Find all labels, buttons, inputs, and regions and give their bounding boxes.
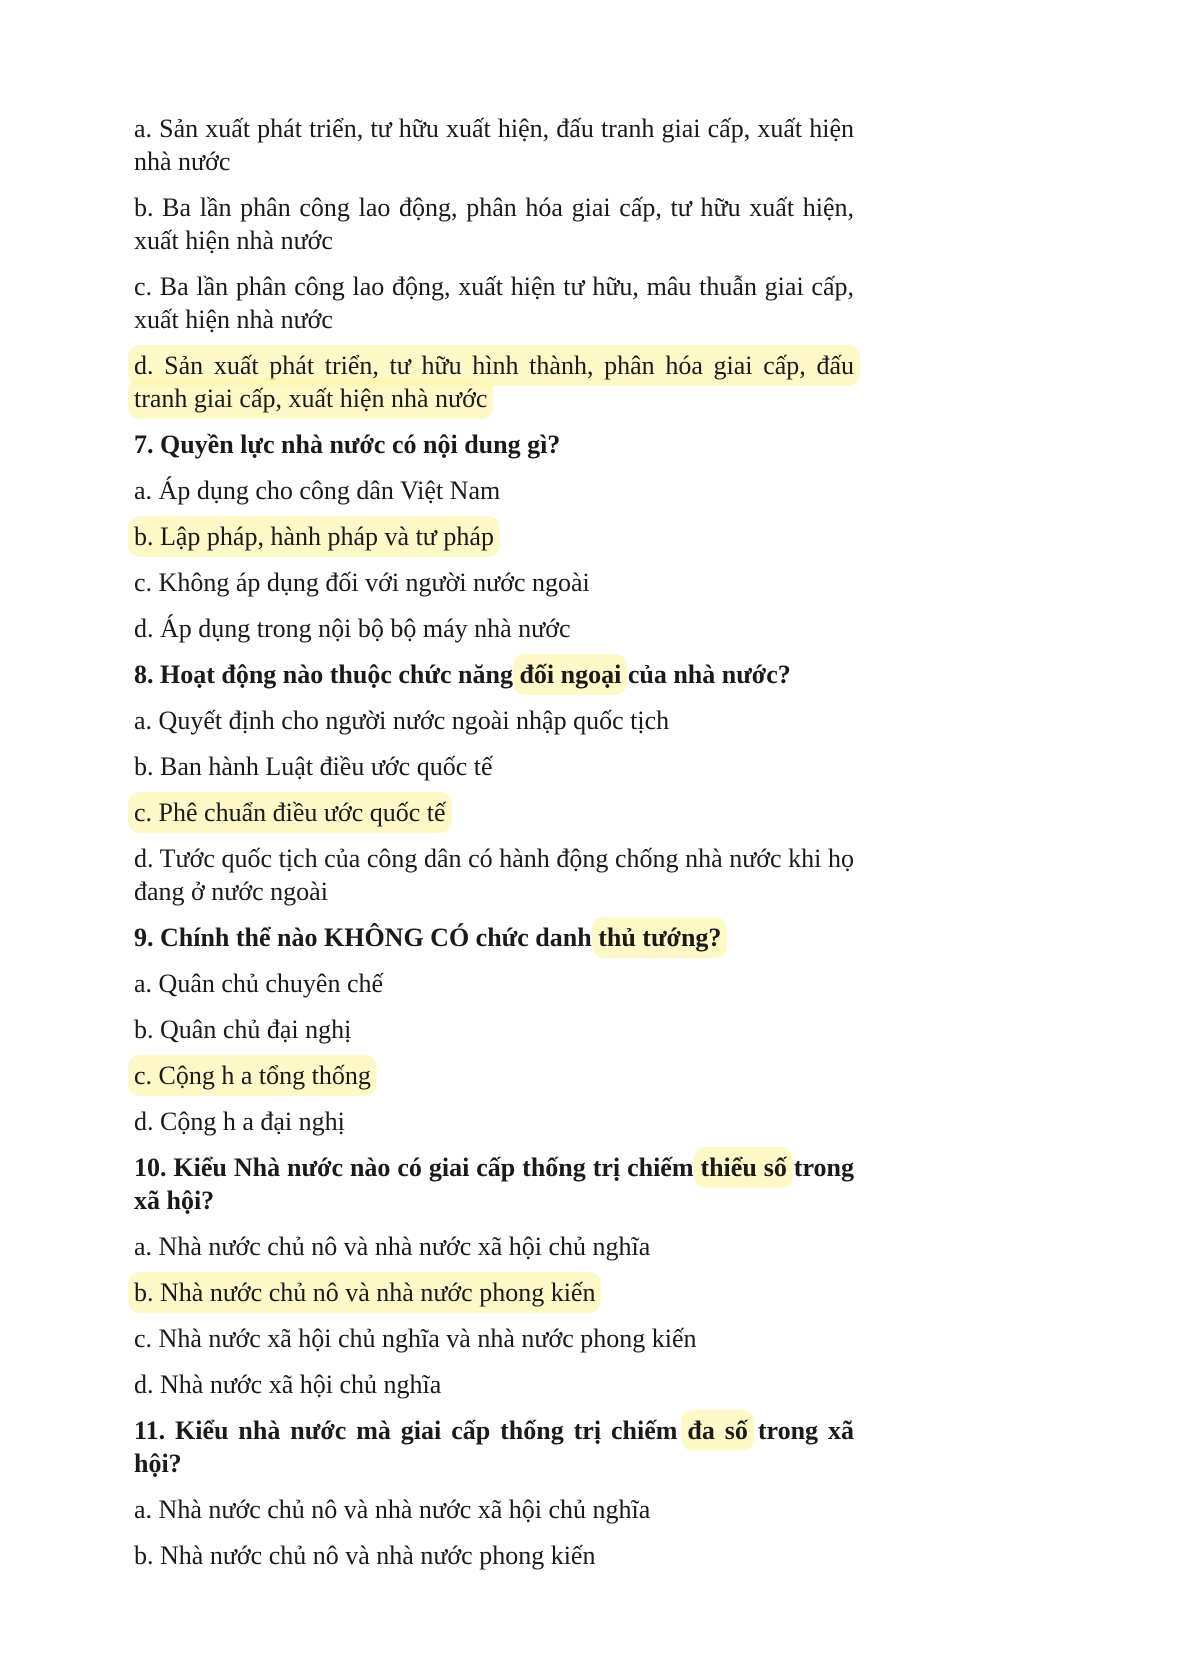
q9-question-text: 9. Chính thể nào KHÔNG CÓ chức danh xyxy=(134,923,599,952)
q6-option-a: a. Sản xuất phát triển, tư hữu xuất hiện, đấu tranh giai cấp, xuất hiện nhà nước xyxy=(134,114,854,176)
q9-keyword-highlight: thủ tướng? xyxy=(598,923,722,952)
q11-question-text: 11. Kiểu nhà nước mà giai cấp thống trị chiếm xyxy=(134,1416,688,1445)
q7-option-b xyxy=(134,520,854,553)
q11-option-a: a. Nhà nước chủ nô và nhà nước xã hội chủ nghĩa xyxy=(134,1495,651,1524)
q9-option-b: b. Quân chủ đại nghị xyxy=(134,1015,352,1044)
q8-answer-highlight: c. Phê chuẩn điều ước quốc tế xyxy=(134,798,446,827)
q6-option-b: b. Ba lần phân công lao động, phân hóa giai cấp, tư hữu xuất hiện, xuất hiện nhà nước xyxy=(134,193,854,255)
q9-question xyxy=(134,921,854,954)
q7-option-d: d. Áp dụng trong nội bộ bộ máy nhà nước xyxy=(134,614,571,643)
q7-option-c: c. Không áp dụng đối với người nước ngoài xyxy=(134,568,590,597)
q10-question-text: 10. Kiểu Nhà nước nào có giai cấp thống trị chiếm xyxy=(134,1153,701,1182)
q11-question xyxy=(134,1414,854,1480)
q8-option-c xyxy=(134,796,854,829)
q7-question: 7. Quyền lực nhà nước có nội dung gì? xyxy=(134,430,561,459)
q10-keyword-highlight: thiểu số xyxy=(700,1153,787,1182)
q10-option-a: a. Nhà nước chủ nô và nhà nước xã hội chủ nghĩa xyxy=(134,1232,651,1261)
q10-question-text-end: trong xã hội? xyxy=(134,1153,854,1215)
q8-question xyxy=(134,658,854,691)
q10-answer-highlight: b. Nhà nước chủ nô và nhà nước phong kiến xyxy=(134,1278,596,1307)
quiz-content xyxy=(134,112,854,1585)
q11-option-b: b. Nhà nước chủ nô và nhà nước phong kiến xyxy=(134,1541,596,1570)
q10-option-c: c. Nhà nước xã hội chủ nghĩa và nhà nước phong kiến xyxy=(134,1324,697,1353)
q9-option-d: d. Cộng h a đại nghị xyxy=(134,1107,345,1136)
q8-question-text-end: của nhà nước? xyxy=(621,660,791,689)
q9-answer-highlight: c. Cộng h a tổng thống xyxy=(134,1061,371,1090)
q10-question xyxy=(134,1151,854,1217)
q11-keyword-highlight: đa số xyxy=(687,1416,748,1445)
q7-answer-highlight: b. Lập pháp, hành pháp và tư pháp xyxy=(134,522,494,551)
q6-option-d xyxy=(134,349,854,415)
q6-answer-highlight: d. Sản xuất phát triển, tư hữu hình thành, phân hóa giai cấp, đấu tranh giai cấp, xuất hiện nhà nước xyxy=(134,351,854,413)
q8-question-text: 8. Hoạt động nào thuộc chức năng xyxy=(134,660,520,689)
q6-option-c: c. Ba lần phân công lao động, xuất hiện tư hữu, mâu thuẫn giai cấp, xuất hiện nhà nước xyxy=(134,272,854,334)
q8-keyword-highlight: đối ngoại xyxy=(519,660,622,689)
q8-option-b: b. Ban hành Luật điều ước quốc tế xyxy=(134,752,493,781)
q11-question-text-end: trong xã hội? xyxy=(134,1416,854,1478)
q7-option-a: a. Áp dụng cho công dân Việt Nam xyxy=(134,476,501,505)
q10-option-d: d. Nhà nước xã hội chủ nghĩa xyxy=(134,1370,442,1399)
q9-option-c xyxy=(134,1059,854,1092)
q8-option-d: d. Tước quốc tịch của công dân có hành động chống nhà nước khi họ đang ở nước ngoài xyxy=(134,844,854,906)
q9-option-a: a. Quân chủ chuyên chế xyxy=(134,969,384,998)
q8-option-a: a. Quyết định cho người nước ngoài nhập quốc tịch xyxy=(134,706,670,735)
q10-option-b xyxy=(134,1276,854,1309)
